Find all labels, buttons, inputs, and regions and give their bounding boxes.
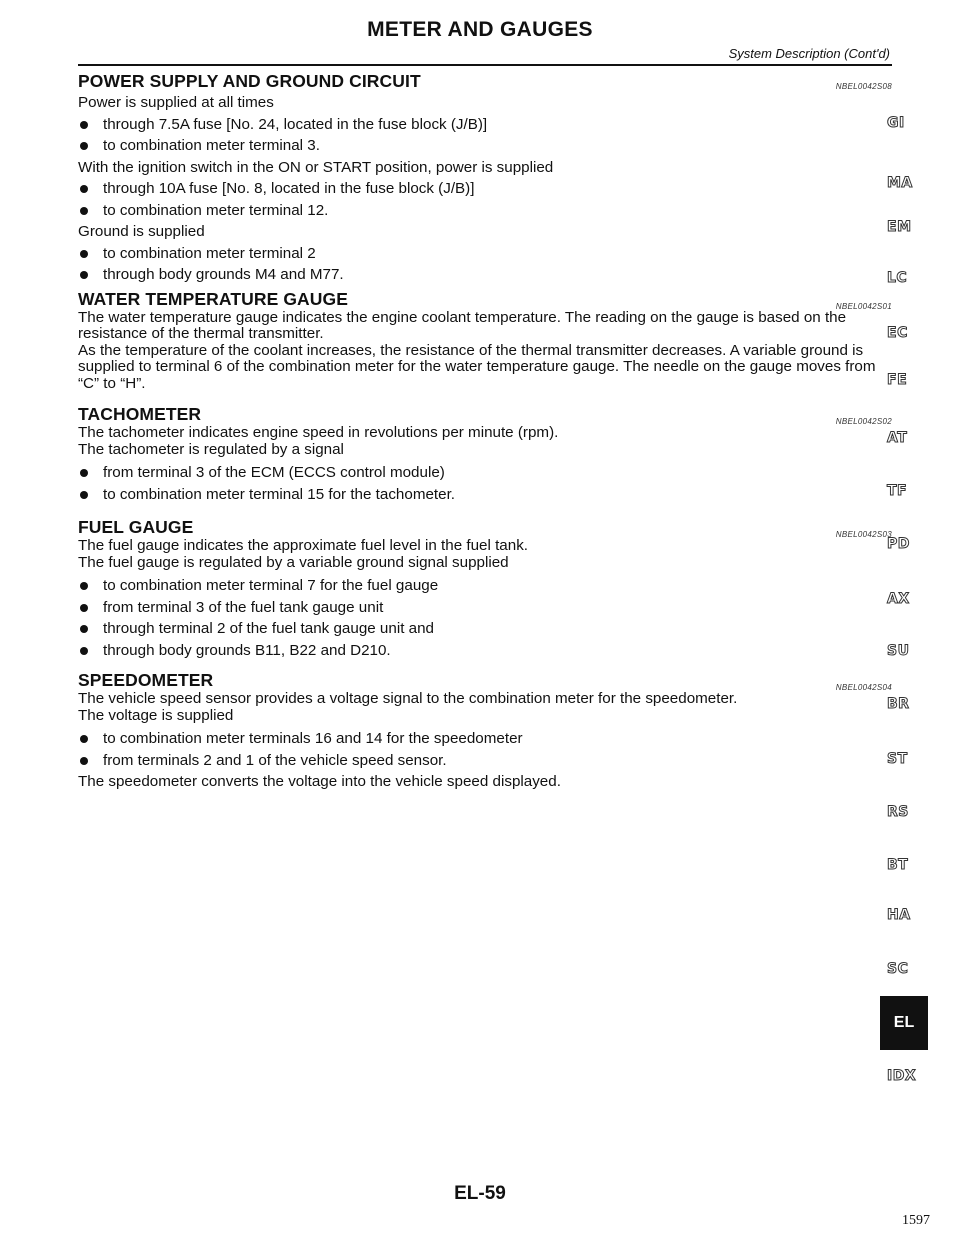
tab-lc[interactable]: LC bbox=[887, 270, 908, 286]
tab-sc[interactable]: SC bbox=[887, 961, 909, 977]
section-ref-code: NBEL0042S02 bbox=[835, 417, 892, 426]
paragraph: As the temperature of the coolant increases, the resistance of the thermal transmitter decreases. A variable ground is supplied to terminal 6 of the combination meter for the water temperature gauge. The needle on the gauge moves from “C” to “H”. bbox=[78, 341, 876, 392]
text-line: The voltage is supplied bbox=[78, 706, 234, 724]
text-line: Ground is supplied bbox=[78, 223, 205, 240]
section-power-supply bbox=[78, 70, 892, 286]
bullet-item: through body grounds B11, B22 and D210. bbox=[78, 640, 888, 662]
section-ref-code: NBEL0042S03 bbox=[835, 530, 892, 539]
header-rule bbox=[78, 64, 892, 66]
text-line: The fuel gauge indicates the approximate fuel level in the fuel tank. bbox=[78, 537, 529, 554]
bullet-item: through terminal 2 of the fuel tank gauge unit and bbox=[78, 618, 888, 640]
section-tachometer bbox=[78, 403, 892, 505]
section-heading: SPEEDOMETER bbox=[78, 670, 214, 690]
section-speedometer bbox=[78, 669, 892, 793]
bullet-item: to combination meter terminal 3. bbox=[78, 135, 888, 157]
section-heading: POWER SUPPLY AND GROUND CIRCUIT bbox=[78, 71, 421, 91]
page-title: METER AND GAUGES bbox=[367, 18, 593, 41]
section-fuel-gauge bbox=[78, 516, 892, 661]
text-line: The tachometer indicates engine speed in revolutions per minute (rpm). bbox=[78, 424, 559, 441]
text-line: The fuel gauge is regulated by a variable ground signal supplied bbox=[78, 553, 509, 571]
tab-el-active[interactable]: EL bbox=[880, 996, 928, 1050]
text-line: The vehicle speed sensor provides a voltage signal to the combination meter for the speedometer. bbox=[78, 690, 738, 707]
bullet-item: to combination meter terminal 12. bbox=[78, 200, 888, 222]
document-body bbox=[78, 70, 892, 793]
text-line: Power is supplied at all times bbox=[78, 94, 274, 111]
tab-ma[interactable]: MA bbox=[887, 175, 913, 191]
tab-ec[interactable]: EC bbox=[887, 325, 908, 341]
section-ref-code: NBEL0042S01 bbox=[835, 301, 892, 311]
bullet-item: to combination meter terminal 7 for the fuel gauge bbox=[78, 575, 888, 597]
tab-idx[interactable]: IDX bbox=[887, 1068, 917, 1084]
bullet-item: through 10A fuse [No. 8, located in the fuse block (J/B)] bbox=[78, 178, 888, 200]
tab-su[interactable]: SU bbox=[887, 643, 910, 659]
bullet-item: through body grounds M4 and M77. bbox=[78, 264, 888, 286]
tab-br[interactable]: BR bbox=[887, 696, 910, 712]
tab-st[interactable]: ST bbox=[887, 751, 908, 767]
bullet-item: from terminal 3 of the ECM (ECCS control module) bbox=[78, 462, 888, 484]
tab-tf[interactable]: TF bbox=[887, 483, 908, 499]
tab-em[interactable]: EM bbox=[887, 219, 912, 235]
tab-gi[interactable]: GI bbox=[887, 115, 905, 131]
text-line: The tachometer is regulated by a signal bbox=[78, 440, 344, 458]
tab-ax[interactable]: AX bbox=[887, 591, 910, 607]
tab-bt[interactable]: BT bbox=[887, 857, 909, 873]
section-heading: FUEL GAUGE bbox=[78, 517, 194, 537]
tab-ha[interactable]: HA bbox=[887, 907, 911, 923]
bullet-item: to combination meter terminals 16 and 14 for the speedometer bbox=[78, 728, 888, 750]
tab-at[interactable]: AT bbox=[887, 430, 908, 446]
section-ref-code: NBEL0042S08 bbox=[835, 82, 892, 91]
page-code: EL-59 bbox=[454, 1183, 506, 1204]
page-number: 1597 bbox=[902, 1213, 930, 1228]
bullet-item: from terminal 3 of the fuel tank gauge unit bbox=[78, 597, 888, 619]
bullet-item: to combination meter terminal 15 for the tachometer. bbox=[78, 484, 888, 506]
tab-fe[interactable]: FE bbox=[887, 372, 908, 388]
section-heading: WATER TEMPERATURE GAUGE bbox=[78, 288, 348, 309]
section-heading: TACHOMETER bbox=[78, 404, 202, 424]
page-subtitle: System Description (Cont'd) bbox=[728, 46, 890, 61]
tab-pd[interactable]: PD bbox=[887, 536, 910, 552]
bullet-item: to combination meter terminal 2 bbox=[78, 243, 888, 265]
paragraph: The water temperature gauge indicates the engine coolant temperature. The reading on the gauge is based on the resistance of the thermal transmitter. bbox=[78, 308, 847, 342]
text-line: The speedometer converts the voltage into the vehicle speed displayed. bbox=[78, 773, 561, 790]
bullet-item: through 7.5A fuse [No. 24, located in the fuse block (J/B)] bbox=[78, 114, 888, 136]
tab-rs[interactable]: RS bbox=[887, 804, 909, 820]
section-water-temperature bbox=[78, 288, 892, 393]
text-line: With the ignition switch in the ON or START position, power is supplied bbox=[78, 158, 554, 176]
bullet-item: from terminals 2 and 1 of the vehicle speed sensor. bbox=[78, 750, 888, 772]
section-ref-code: NBEL0042S04 bbox=[835, 683, 892, 692]
